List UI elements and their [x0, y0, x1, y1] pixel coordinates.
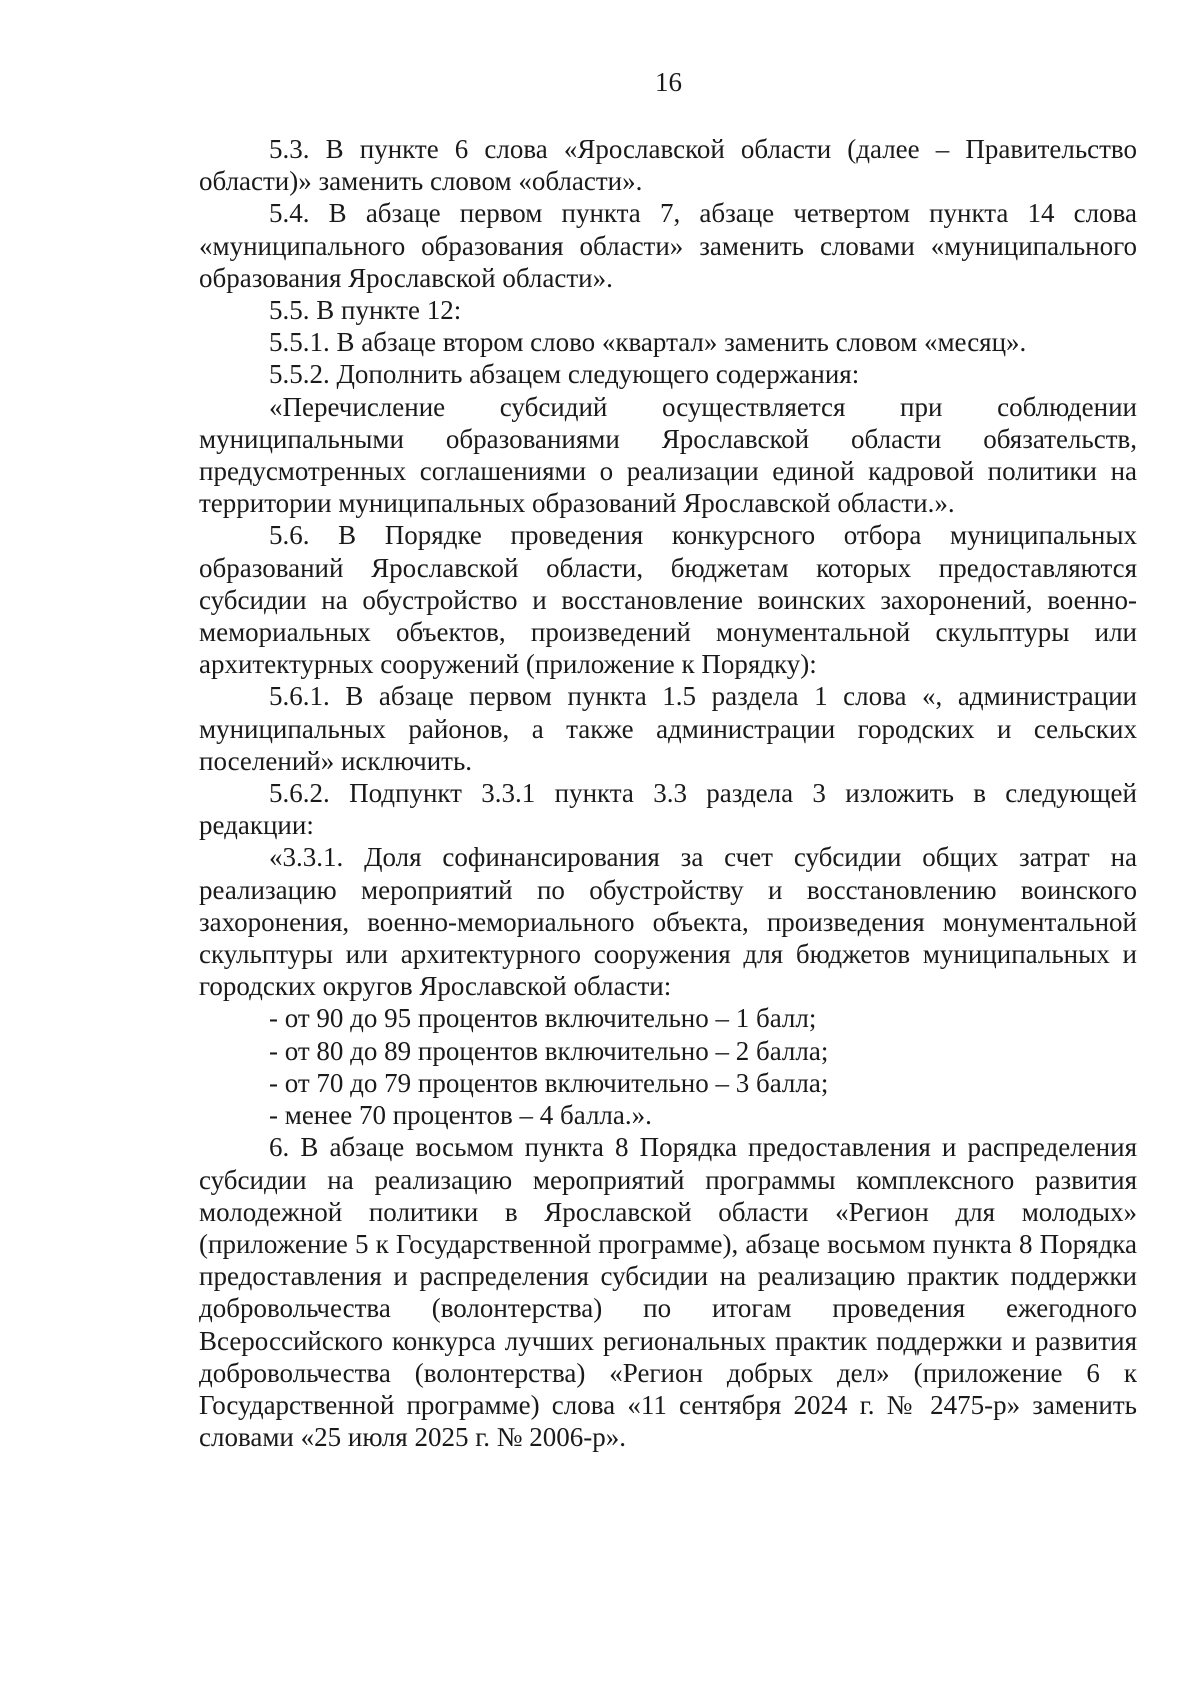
paragraph-quoted-transfer: «Перечисление субсидий осуществляется при соблюдении муниципальными образованиями Ярославской области обязательств, предусмотренных соглашениями о реализации единой кадровой политики на территории муниципальных образований Ярославской области.». — [199, 391, 1137, 519]
paragraph-6: 6. В абзаце восьмом пункта 8 Порядка предоставления и распределения субсидии на реализацию мероприятий программы комплексного развития молодежной политики в Ярославской области «Регион для молодых» (приложение 5 к Государственной программе), абзаце восьмом пункта 8 Порядка предоставления и распределения субсидии на реализацию практик поддержки добровольчества (волонтерства) по итогам проведения ежегодного Всероссийского конкурса лучших региональных практик поддержки и развития добровольчества (волонтерства) «Регион добрых дел» (приложение 6 к Государственной программе) слова «11 сентября 2024 г. № 2475-р» заменить словами «25 июля 2025 г. № 2006-р». — [199, 1132, 1137, 1453]
paragraph-5-5-2: 5.5.2. Дополнить абзацем следующего содержания: — [269, 359, 860, 390]
page-number: 16 — [655, 67, 682, 97]
paragraph-5-5: 5.5. В пункте 12: — [269, 295, 462, 326]
list-item-2-points: - от 80 до 89 процентов включительно – 2 балла; — [269, 1035, 829, 1066]
paragraph-5-5-1: 5.5.1. В абзаце втором слово «квартал» заменить словом «месяц». — [269, 327, 1027, 358]
list-item-3-points: - от 70 до 79 процентов включительно – 3 балла; — [269, 1067, 829, 1098]
paragraph-5-6: 5.6. В Порядке проведения конкурсного отбора муниципальных образований Ярославской области, бюджетам которых предоставляются субсидии на обустройство и восстановление воинских захоронений, военно-мемориальных объектов, произведений монументальной скульптуры или архитектурных сооружений (приложение к Порядку): — [199, 520, 1137, 680]
list-item-4-points: - менее 70 процентов – 4 балла.». — [269, 1100, 652, 1131]
paragraph-5-4: 5.4. В абзаце первом пункта 7, абзаце четвертом пункта 14 слова «муниципального образования области» заменить словами «муниципального образования Ярославской области». — [199, 198, 1137, 293]
paragraph-5-3: 5.3. В пункте 6 слова «Ярославской области (далее – Правительство области)» заменить словом «области». — [199, 134, 1137, 197]
list-item-1-point: - от 90 до 95 процентов включительно – 1 балл; — [269, 1003, 817, 1034]
paragraph-3-3-1: «3.3.1. Доля софинансирования за счет субсидии общих затрат на реализацию мероприятий по обустройству и восстановлению воинского захоронения, военно-мемориального объекта, произведения монументальной скульптуры или архитектурного сооружения для бюджетов муниципальных и городских округов Ярославской области: — [199, 842, 1137, 1002]
document-body — [199, 133, 1137, 1453]
paragraph-5-6-1: 5.6.1. В абзаце первом пункта 1.5 раздела 1 слова «, администрации муниципальных районов, а также администрации городских и сельских поселений» исключить. — [199, 681, 1137, 776]
paragraph-5-6-2: 5.6.2. Подпункт 3.3.1 пункта 3.3 раздела 3 изложить в следующей редакции: — [199, 778, 1137, 841]
